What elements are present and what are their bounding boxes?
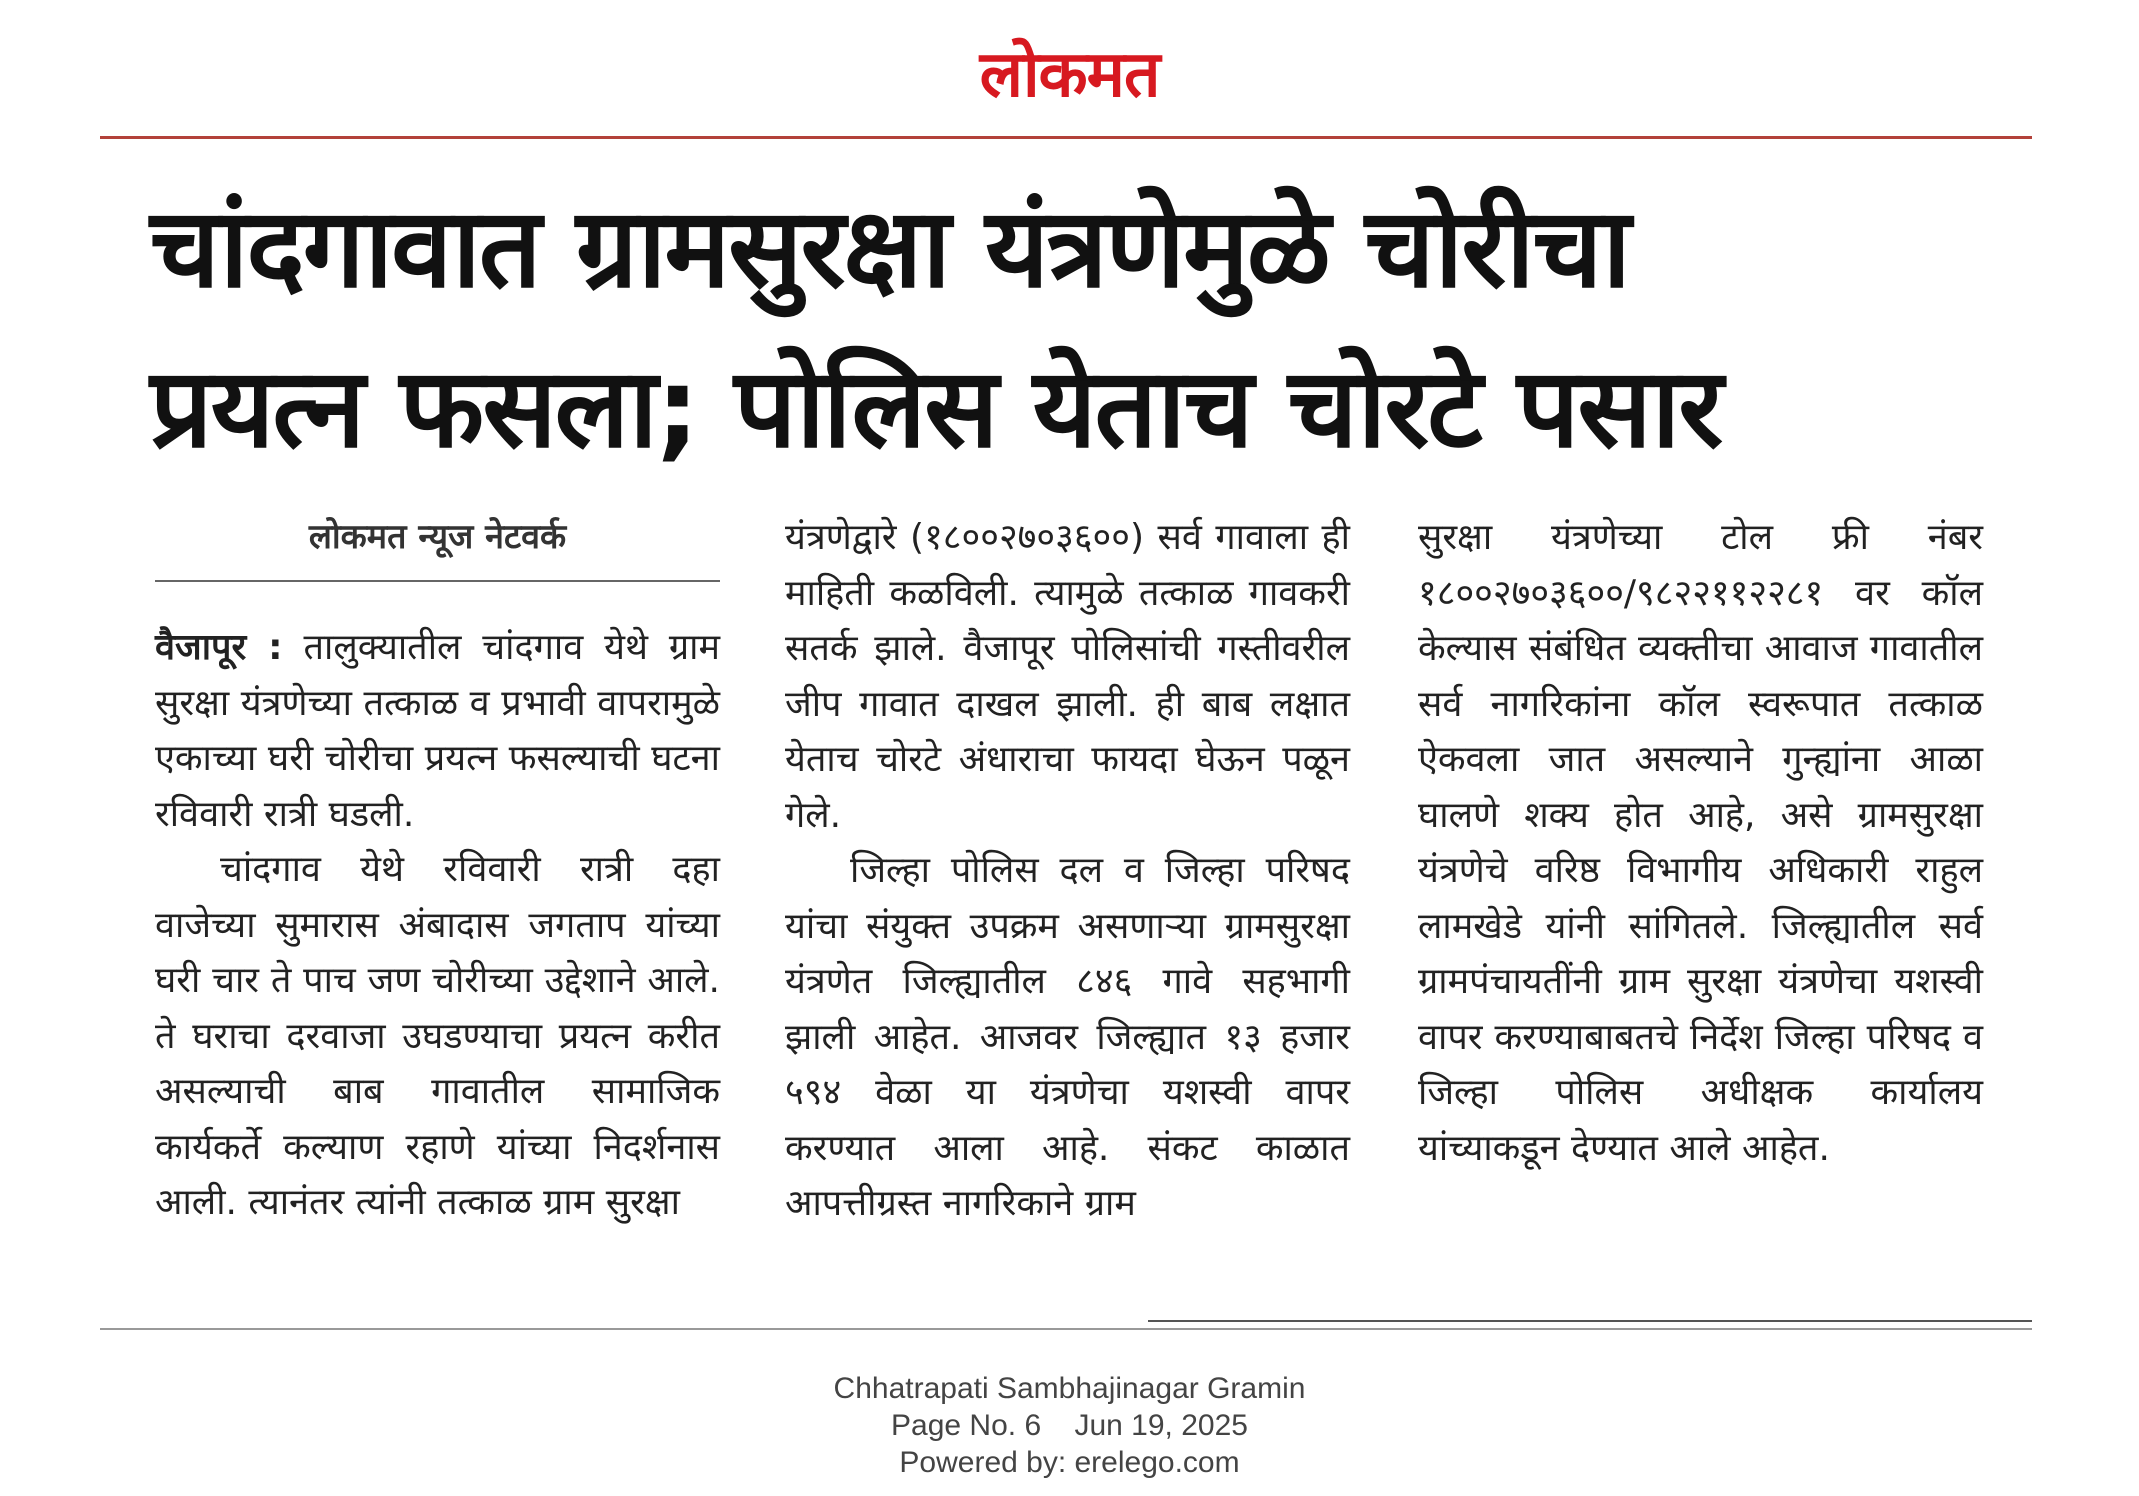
paragraph: चांदगाव येथे रविवारी रात्री दहा वाजेच्या सुमारास अंबादास जगताप यांच्या घरी चार ते पाच जण चोरीच्या उद्देशाने आले. ते घराचा दरवाजा उघडण्याचा प्रयत्न करीत असल्याची बाब गावातील सामाजिक कार्यकर्ते कल्याण रहाणे यांच्या निदर्शनास आली. त्यानंतर त्यांनी तत्काळ ग्राम सुरक्षा [155, 849, 720, 1223]
byline-divider [155, 580, 720, 582]
footer [0, 1370, 2139, 1481]
headline-line-1: चांदगावात ग्रामसुरक्षा यंत्रणेमुळे चोरीचा [150, 184, 1630, 312]
paragraph-text: तालुक्यातील चांदगाव येथे ग्राम सुरक्षा यंत्रणेच्या तत्काळ व प्रभावी वापरामुळे एकाच्या घरी चोरीचा प्रयत्न फसल्याची घटना रविवारी रात्री घडली. [155, 627, 720, 835]
edition-name: Chhatrapati Sambhajinagar Gramin [833, 1372, 1306, 1405]
byline: लोकमत न्यूज नेटवर्क [308, 517, 567, 557]
headline-line-2: प्रयत्न फसला; पोलिस येताच चोरटे पसार [150, 344, 1722, 472]
powered-by: Powered by: erelego.com [899, 1446, 1240, 1479]
bottom-divider [100, 1328, 1150, 1330]
paragraph [155, 620, 720, 842]
article-column-1 [155, 620, 720, 1231]
top-divider [100, 136, 2032, 139]
paragraph: यंत्रणेद्वारे (१८००२७०३६००) सर्व गावाला ही माहिती कळविली. त्यामुळे तत्काळ गावकरी सतर्क झाले. वैजापूर पोलिसांची गस्तीवरील जीप गावात दाखल झाली. ही बाब लक्षात येताच चोरटे अंधाराचा फायदा घेऊन पळून गेले. [785, 517, 1350, 836]
dateline: वैजापूर : [155, 627, 283, 668]
page-and-date: Page No. 6 Jun 19, 2025 [891, 1409, 1248, 1442]
article-column-3 [1418, 510, 1983, 1176]
article-headline [150, 168, 2000, 488]
paragraph: जिल्हा पोलिस दल व जिल्हा परिषद यांचा संयुक्त उपक्रम असणाऱ्या ग्रामसुरक्षा यंत्रणेत जिल्ह्यातील ८४६ गावे सहभागी झाली आहेत. आजवर जिल्ह्यात १३ हजार ५९४ वेळा या यंत्रणेचा यशस्वी वापर करण्यात आला आहे. संकट काळात आपत्तीग्रस्त नागरिकाने ग्राम [785, 850, 1350, 1224]
bottom-divider-double [1148, 1320, 2032, 1330]
newspaper-logo: लोकमत [979, 38, 1160, 112]
paragraph: सुरक्षा यंत्रणेच्या टोल फ्री नंबर १८००२७०३६००/९८२२११२२८१ वर कॉल केल्यास संबंधित व्यक्तीचा आवाज गावातील सर्व नागरिकांना कॉल स्वरूपात तत्काळ ऐकवला जात असल्याने गुन्ह्यांना आळा घालणे शक्य होत आहे, असे ग्रामसुरक्षा यंत्रणेचे वरिष्ठ विभागीय अधिकारी राहुल लामखेडे यांनी सांगितले. जिल्ह्यातील सर्व ग्रामपंचायतींनी ग्राम सुरक्षा यंत्रणेचा यशस्वी वापर करण्याबाबतचे निर्देश जिल्हा परिषद व जिल्हा पोलिस अधीक्षक कार्यालय यांच्याकडून देण्यात आले आहेत. [1418, 517, 1983, 1169]
article-column-2 [785, 510, 1350, 1232]
